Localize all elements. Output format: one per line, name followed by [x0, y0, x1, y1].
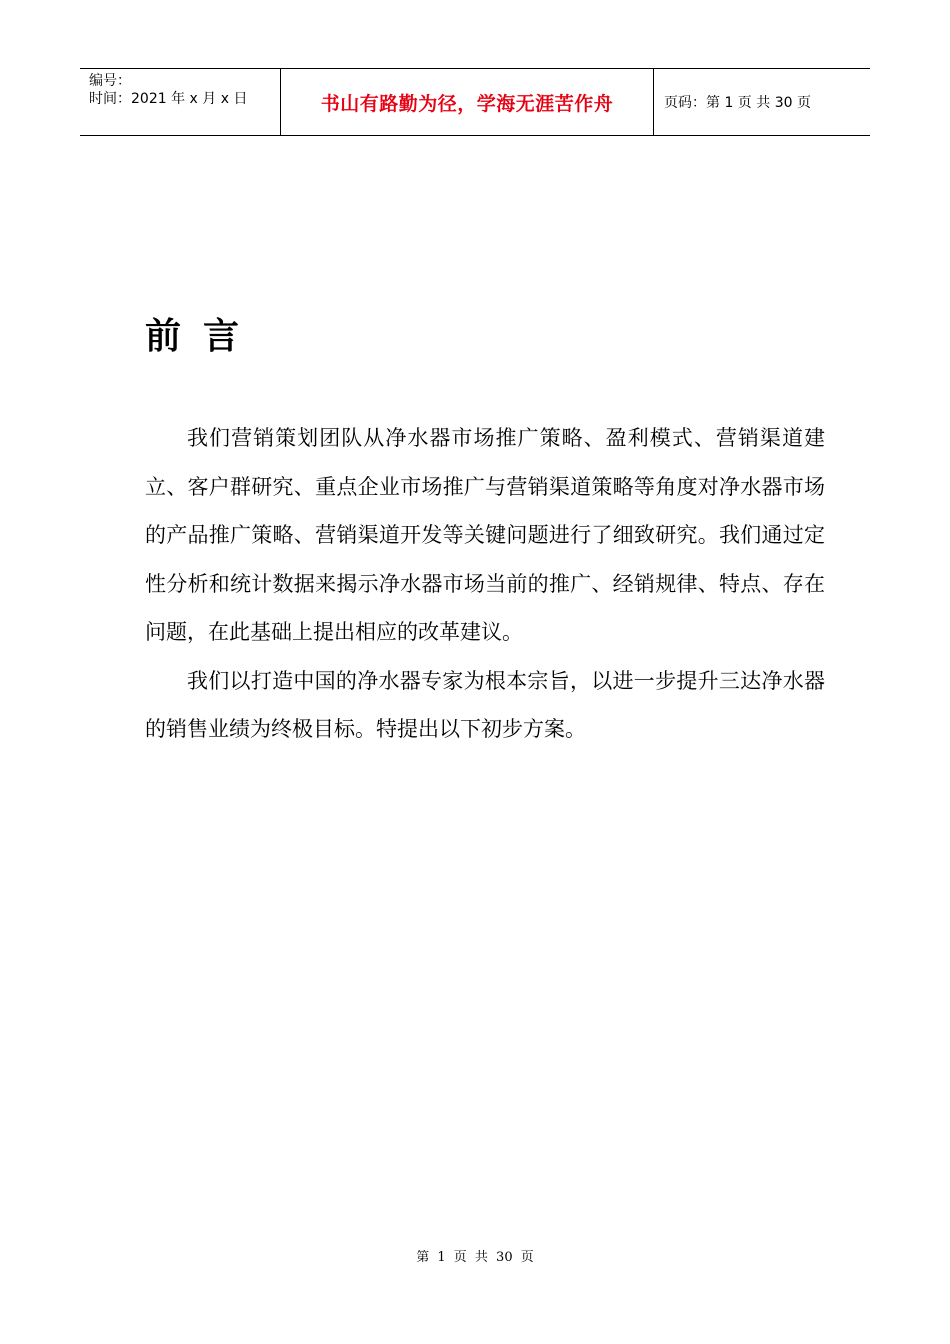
page-header — [80, 68, 870, 136]
page-footer: 第 1 页 共 30 页 — [416, 1250, 534, 1265]
page-title: 前言 — [145, 316, 262, 357]
header-motto-cell — [281, 69, 654, 135]
header-motto: 书山有路勤为径，学海无涯苦作舟 — [320, 92, 614, 115]
header-page-info-cell — [654, 69, 870, 135]
paragraph: 我们营销策划团队从净水器市场推广策略、盈利模式、营销渠道建立、客户群研究、重点企业市场推广与营销渠道策略等角度对净水器市场的产品推广策略、营销渠道开发等关键问题进行了细致研究。我们通过定性分析和统计数据来揭示净水器市场当前的推广、经销规律、特点、存在问题，在此基础上提出相应的改革建议。 — [145, 426, 825, 644]
document-number-label: 编号： — [89, 73, 131, 89]
document-date: 时间：2021 年 x 月 x 日 — [89, 91, 248, 107]
document-body — [145, 414, 825, 754]
paragraph: 我们以打造中国的净水器专家为根本宗旨，以进一步提升三达净水器的销售业绩为终极目标。特提出以下初步方案。 — [145, 668, 825, 741]
header-page-info: 页码：第 1 页 共 30 页 — [664, 95, 811, 111]
header-meta — [80, 69, 281, 135]
